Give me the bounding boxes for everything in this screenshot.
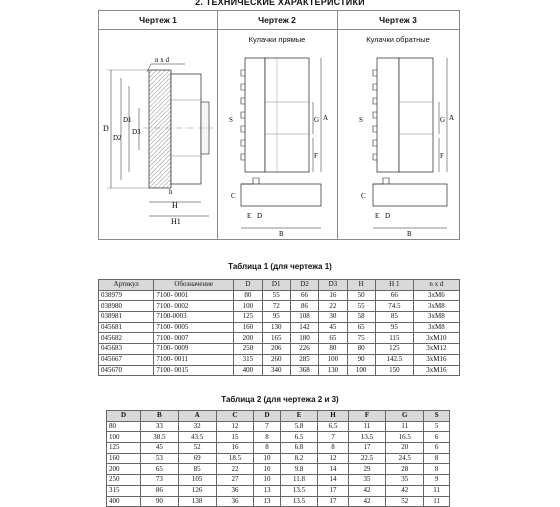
- table2-header-row: [107, 411, 450, 422]
- table-cell: 35: [348, 475, 386, 486]
- table-cell: 45: [140, 443, 178, 454]
- table-cell: 045670: [99, 365, 154, 376]
- table-cell: 8: [424, 464, 450, 475]
- table-cell: 11: [348, 421, 386, 432]
- table-cell: 6.8: [280, 443, 318, 454]
- table-cell: 55: [347, 301, 375, 312]
- table1-header-cell: H 1: [375, 280, 413, 291]
- table-cell: 315: [234, 354, 262, 365]
- table-cell: 7100- 0007: [154, 333, 234, 344]
- table1-header-cell: D1: [262, 280, 290, 291]
- table-cell: 7100- 0009: [154, 344, 234, 355]
- label-H1: H1: [171, 217, 181, 226]
- table-row: [99, 290, 460, 301]
- table-cell: 206: [262, 344, 290, 355]
- table-cell: 95: [375, 322, 413, 333]
- table2-header-cell: D: [254, 411, 280, 422]
- table-row: [107, 421, 450, 432]
- table-cell: 126: [178, 485, 216, 496]
- table-cell: 7100-0003: [154, 312, 234, 323]
- table-cell: 36: [216, 496, 254, 507]
- table-cell: 86: [140, 485, 178, 496]
- table-cell: 75: [347, 333, 375, 344]
- table-cell: 045681: [99, 322, 154, 333]
- table-row: [99, 301, 460, 312]
- table-row: [107, 496, 450, 507]
- table-cell: 285: [290, 354, 318, 365]
- table-cell: 045667: [99, 354, 154, 365]
- table-row: [107, 443, 450, 454]
- table-cell: 7100- 0002: [154, 301, 234, 312]
- table2-header-cell: F: [348, 411, 386, 422]
- table-cell: 10: [254, 464, 280, 475]
- table-cell: 10: [254, 475, 280, 486]
- table-cell: 7: [254, 421, 280, 432]
- table-cell: 315: [107, 485, 141, 496]
- table-cell: 74.5: [375, 301, 413, 312]
- table-cell: 6.5: [280, 432, 318, 443]
- table-cell: 160: [234, 322, 262, 333]
- label-F: F: [314, 152, 318, 160]
- label-C-3: C: [361, 192, 366, 200]
- table-cell: 3xM8: [413, 301, 459, 312]
- table-cell: 65: [319, 333, 347, 344]
- table-cell: 105: [178, 475, 216, 486]
- table-cell: 30: [319, 312, 347, 323]
- table-cell: 3xM10: [413, 333, 459, 344]
- table-cell: 5: [424, 421, 450, 432]
- table2-header-cell: B: [140, 411, 178, 422]
- table-cell: 80: [319, 344, 347, 355]
- table-row: [99, 333, 460, 344]
- table-cell: 43.5: [178, 432, 216, 443]
- table-cell: 69: [178, 453, 216, 464]
- table-cell: 86: [290, 301, 318, 312]
- table2-header-cell: C: [216, 411, 254, 422]
- table-cell: 12: [318, 453, 348, 464]
- label-B: B: [279, 230, 284, 238]
- table-cell: 33: [140, 421, 178, 432]
- table-cell: 16: [319, 290, 347, 301]
- table-cell: 7100- 0001: [154, 290, 234, 301]
- label-G-3: G: [440, 116, 446, 124]
- table-row: [107, 485, 450, 496]
- label-H: H: [172, 201, 178, 210]
- table-cell: 3xM16: [413, 354, 459, 365]
- table-cell: 36: [216, 485, 254, 496]
- drawing-2-subtitle: Кулачки прямые: [248, 35, 306, 44]
- table-cell: 52: [178, 443, 216, 454]
- label-h: h: [169, 188, 173, 196]
- label-nxd: n x d: [155, 56, 169, 64]
- table2-header-cell: D: [107, 411, 141, 422]
- table-cell: 160: [107, 453, 141, 464]
- table-cell: 13.5: [280, 485, 318, 496]
- table-cell: 12: [216, 421, 254, 432]
- table-cell: 28: [386, 464, 424, 475]
- table-cell: 130: [319, 365, 347, 376]
- table-cell: 13: [254, 496, 280, 507]
- table-cell: 17: [318, 496, 348, 507]
- table1-header-cell: D: [234, 280, 262, 291]
- table-cell: 3xM12: [413, 344, 459, 355]
- table-cell: 165: [262, 333, 290, 344]
- label-E: E: [247, 212, 252, 220]
- table-cell: 100: [347, 365, 375, 376]
- table-cell: 108: [290, 312, 318, 323]
- table-cell: 80: [234, 290, 262, 301]
- table-cell: 11: [424, 485, 450, 496]
- table-cell: 52: [386, 496, 424, 507]
- label-A-3: A: [449, 114, 455, 122]
- table-cell: 6: [424, 432, 450, 443]
- table-cell: 66: [375, 290, 413, 301]
- table-cell: 22: [319, 301, 347, 312]
- table-cell: 5.8: [280, 421, 318, 432]
- table-cell: 11: [424, 496, 450, 507]
- table1-header-cell: Обозначение: [154, 280, 234, 291]
- table-row: [99, 344, 460, 355]
- table-cell: 13.5: [280, 496, 318, 507]
- label-D-jaw: D: [257, 212, 263, 220]
- table-cell: 53: [140, 453, 178, 464]
- table-cell: 100: [234, 301, 262, 312]
- table-cell: 27: [216, 475, 254, 486]
- table-cell: 17: [348, 443, 386, 454]
- table-cell: 38.5: [140, 432, 178, 443]
- table-cell: 80: [107, 421, 141, 432]
- table-cell: 6.5: [318, 421, 348, 432]
- table-cell: 142.5: [375, 354, 413, 365]
- table1-header-cell: D2: [290, 280, 318, 291]
- table-cell: 3xM8: [413, 312, 459, 323]
- table-cell: 14: [318, 464, 348, 475]
- table-cell: 150: [375, 365, 413, 376]
- table2-header-cell: A: [178, 411, 216, 422]
- table-cell: 400: [107, 496, 141, 507]
- label-C: C: [231, 192, 236, 200]
- table-cell: 7: [318, 432, 348, 443]
- label-A: A: [323, 114, 329, 122]
- table-cell: 42: [386, 485, 424, 496]
- table-cell: 115: [375, 333, 413, 344]
- drawing-2-title: Чертеж 2: [217, 11, 337, 30]
- table-cell: 142: [290, 322, 318, 333]
- table-cell: 13.5: [348, 432, 386, 443]
- table-cell: 200: [107, 464, 141, 475]
- table-cell: 3xM8: [413, 322, 459, 333]
- chuck-drawing-1: [99, 30, 217, 238]
- table-cell: 250: [234, 344, 262, 355]
- table-cell: 90: [140, 496, 178, 507]
- table1: [98, 279, 460, 376]
- label-D-3: D: [385, 212, 391, 220]
- table-cell: 72: [262, 301, 290, 312]
- section-heading: 2. ТЕХНИЧЕСКИЕ ХАРАКТЕРИСТИКИ: [195, 0, 365, 7]
- drawing-1-title: Чертеж 1: [99, 11, 217, 30]
- table-cell: 14: [318, 475, 348, 486]
- table-cell: 65: [140, 464, 178, 475]
- table-cell: 55: [262, 290, 290, 301]
- table-cell: 038981: [99, 312, 154, 323]
- table-cell: 8: [318, 443, 348, 454]
- table1-caption: Таблица 1 (для чертежа 1): [228, 262, 332, 271]
- table-cell: 368: [290, 365, 318, 376]
- table-cell: 125: [234, 312, 262, 323]
- table-cell: 11: [386, 421, 424, 432]
- table-cell: 3xM16: [413, 365, 459, 376]
- table-cell: 9: [424, 475, 450, 486]
- table-cell: 16.5: [386, 432, 424, 443]
- table-cell: 250: [107, 475, 141, 486]
- table-row: [107, 432, 450, 443]
- table-row: [99, 322, 460, 333]
- table1-header-cell: Артикул: [99, 280, 154, 291]
- table-cell: 125: [107, 443, 141, 454]
- table-cell: 400: [234, 365, 262, 376]
- table-cell: 340: [262, 365, 290, 376]
- table-cell: 20: [386, 443, 424, 454]
- table1-header-cell: n x d: [413, 280, 459, 291]
- table-cell: 3xM6: [413, 290, 459, 301]
- jaw-drawing-3: [337, 30, 459, 238]
- table-cell: 66: [290, 290, 318, 301]
- table-cell: 130: [262, 322, 290, 333]
- table-cell: 9.8: [280, 464, 318, 475]
- table-cell: 100: [319, 354, 347, 365]
- table-cell: 8: [254, 432, 280, 443]
- table-cell: 35: [386, 475, 424, 486]
- table2-body: [107, 421, 450, 507]
- table1-header-cell: H: [347, 280, 375, 291]
- table1-header-row: [99, 280, 460, 291]
- drawings-frame: [98, 10, 460, 240]
- table-row: [107, 475, 450, 486]
- table-cell: 7100- 0011: [154, 354, 234, 365]
- table-cell: 180: [290, 333, 318, 344]
- table-row: [99, 312, 460, 323]
- label-S-3: S: [359, 116, 363, 124]
- label-G: G: [314, 116, 320, 124]
- table-cell: 045683: [99, 344, 154, 355]
- table-cell: 8.2: [280, 453, 318, 464]
- table2: [106, 410, 450, 507]
- drawing-3-subtitle: Кулачки обратные: [366, 35, 430, 44]
- table-cell: 22.5: [348, 453, 386, 464]
- label-D2: D2: [113, 134, 122, 142]
- table1-body: [99, 290, 460, 376]
- table-cell: 125: [375, 344, 413, 355]
- table2-header-cell: S: [424, 411, 450, 422]
- table-cell: 13: [254, 485, 280, 496]
- table-row: [107, 464, 450, 475]
- table-cell: 100: [107, 432, 141, 443]
- table2-header-cell: G: [386, 411, 424, 422]
- table-cell: 10: [254, 453, 280, 464]
- table-cell: 038980: [99, 301, 154, 312]
- label-D3: D3: [132, 128, 141, 136]
- drawing-panel-1: [99, 11, 218, 239]
- table-cell: 90: [347, 354, 375, 365]
- drawing-panel-3: [337, 11, 459, 239]
- drawing-panel-2: [217, 11, 338, 239]
- table-cell: 18.5: [216, 453, 254, 464]
- table-cell: 15: [216, 432, 254, 443]
- table-cell: 24.5: [386, 453, 424, 464]
- label-B-3: B: [407, 230, 412, 238]
- table-cell: 7100- 0005: [154, 322, 234, 333]
- table-cell: 65: [347, 322, 375, 333]
- table-cell: 85: [178, 464, 216, 475]
- table-cell: 42: [348, 496, 386, 507]
- table-cell: 7100- 0015: [154, 365, 234, 376]
- table-row: [107, 453, 450, 464]
- table-cell: 260: [262, 354, 290, 365]
- table-cell: 29: [348, 464, 386, 475]
- label-S: S: [229, 116, 233, 124]
- table-cell: 038979: [99, 290, 154, 301]
- table-cell: 73: [140, 475, 178, 486]
- table-cell: 22: [216, 464, 254, 475]
- label-D1: D1: [123, 116, 132, 124]
- drawing-3-title: Чертеж 3: [337, 11, 459, 30]
- label-E-3: E: [375, 212, 380, 220]
- table2-header-cell: E: [280, 411, 318, 422]
- table2-header-cell: H: [318, 411, 348, 422]
- label-D: D: [103, 124, 109, 133]
- table-cell: 45: [319, 322, 347, 333]
- table-cell: 045682: [99, 333, 154, 344]
- table-row: [99, 354, 460, 365]
- table-cell: 85: [375, 312, 413, 323]
- table-cell: 32: [178, 421, 216, 432]
- table-cell: 17: [318, 485, 348, 496]
- jaw-drawing-2: [217, 30, 337, 238]
- table2-caption: Таблица 2 (для чертежа 2 и 3): [221, 395, 339, 404]
- table-cell: 95: [262, 312, 290, 323]
- table-cell: 42: [348, 485, 386, 496]
- table1-header-cell: D3: [319, 280, 347, 291]
- table-cell: 6: [424, 443, 450, 454]
- table-row: [99, 365, 460, 376]
- table-cell: 80: [347, 344, 375, 355]
- table-cell: 50: [347, 290, 375, 301]
- table-cell: 200: [234, 333, 262, 344]
- table-cell: 16: [216, 443, 254, 454]
- table-cell: 8: [254, 443, 280, 454]
- table-cell: 138: [178, 496, 216, 507]
- table-cell: 58: [347, 312, 375, 323]
- table-cell: 226: [290, 344, 318, 355]
- table-cell: 11.8: [280, 475, 318, 486]
- label-F-3: F: [440, 152, 444, 160]
- table-cell: 8: [424, 453, 450, 464]
